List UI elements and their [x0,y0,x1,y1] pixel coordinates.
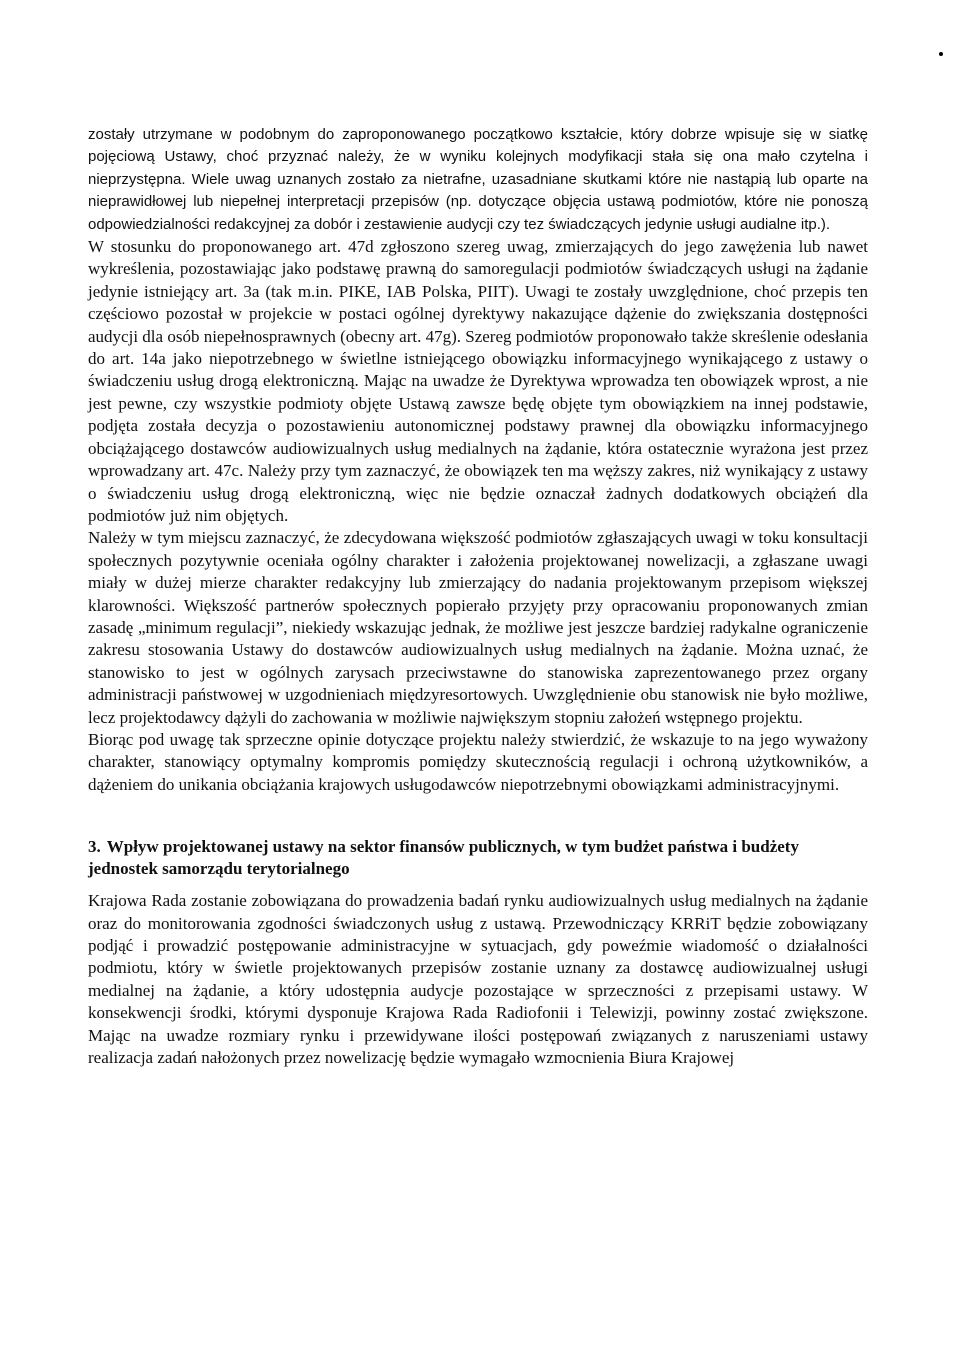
paragraph-consultation-remarks: zostały utrzymane w podobnym do zaproponowanego początkowo kształcie, który dobrze wpisuje się w siatkę pojęciową Ustawy, choć przyznać należy, że w wyniku kolejnych modyfikacji stała się ona mało czytelna i nieprzystępna. Wiele uwag uznanych zostało za nietrafne, uzasadniane skutkami które nie nastąpią lub oparte na nieprawidłowej lub niepełnej interpretacji przepisów (np. dotyczące objęcia ustawą podmiotów, które nie ponoszą odpowiedzialności redakcyjnej za dobór i zestawienie audycji czy tez świadczących jedynie usługi audialne itp.). [88,126,868,233]
document-page [88,124,868,1069]
section-title: Wpływ projektowanej ustawy na sektor finansów publicznych, w tym budżet państwa i budżety jednostek samorządu terytorialnego [88,837,799,879]
paragraph-krrit-budget: Krajowa Rada zostanie zobowiązana do prowadzenia badań rynku audiowizualnych usług medialnych na żądanie oraz do monitorowania zgodności świadczonych usług z ustawą. Przewodniczący KRRiT będzie zobowiązany podjąć i prowadzić postępowanie administracyjne w sytuacjach, gdy poweźmie wiadomość o działalności podmiotu, który w świetle projektowanych przepisów zostanie uznany za dostawcę audiowizualnej usługi medialnej na żądanie, a który udostępnia audycje pozostające w sprzeczności z przepisami ustawy. W konsekwencji środki, którymi dysponuje Krajowa Rada Radiofonii i Telewizji, powinny zostać zwiększone. Mając na uwadze rozmiary rynku i przewidywane ilości postępowań związanych z naruszeniami ustawy realizacja zadań nałożonych przez nowelizację będzie wymagało wzmocnienia Biura Krajowej [88,891,868,1068]
paragraph-social-partners: Należy w tym miejscu zaznaczyć, że zdecydowana większość podmiotów zgłaszających uwagi w toku konsultacji społecznych pozytywnie oceniała ogólny charakter i założenia projektowanej nowelizacji, a zgłaszane uwagi miały w dużej mierze charakter redakcyjny lub zmierzający do nadania projektowanym przepisom większej klarowności. Większość partnerów społecznych popierało przyjęty przy opracowaniu proponowanych zmian zasadę „minimum regulacji”, niekiedy wskazując jednak, że możliwe jest jeszcze bardziej radykalne ograniczenie zakresu stosowania Ustawy do dostawców audiowizualnych usług medialnych na żądanie. Można uznać, że stanowisko to jest w ogólnych zarysach przeciwstawne do stanowiska zaprezentowanego przez organy administracji państwowej w uzgodnieniach międzyresortowych. Uwzględnienie obu stanowisk nie było możliwe, lecz projektodawcy dążyli do zachowania w możliwie największym stopniu założeń wstępnego projektu. [88,528,868,727]
paragraph-art-47d: W stosunku do proponowanego art. 47d zgłoszono szereg uwag, zmierzających do jego zawężenia lub nawet wykreślenia, pozostawiając jako podstawę prawną do samoregulacji podmiotów świadczących usługi na żądanie jedynie istniejący art. 3a (tak m.in. PIKE, IAB Polska, PIIT). Uwagi te zostały uwzględnione, choć przepis ten częściowo pozostał w projekcie w postaci ogólnej dyrektywy nakazujące dążenie do zwiększania dostępności audycji dla osób niepełnosprawnych (obecny art. 47g). Szereg podmiotów proponowało także skreślenie odesłania do art. 14a jako niepotrzebnego w świetlne istniejącego obowiązku informacyjnego wynikającego z ustawy o świadczeniu usług drogą elektroniczną. Mając na uwadze że Dyrektywa wprowadza ten obowiązek wprost, a nie jest pewne, czy wszystkie podmioty objęte Ustawą zawsze będę objęte tym obowiązkiem na innej podstawie, podjęta została decyzja o pozostawieniu autonomicznej podstawy prawnej dla obowiązku informacyjnego obciążającego dostawców audiowizualnych usług medialnych na żądanie, która ostatecznie wyrażona jest przez wprowadzany art. 47c. Należy przy tym zaznaczyć, że obowiązek ten ma węższy zakres, niż wynikający z ustawy o świadczeniu usług drogą elektroniczną, więc nie będzie oznaczał żadnych dodatkowych obciążeń dla podmiotów już nim objętych. [88,237,868,525]
section-number: 3. [88,837,101,857]
section-heading [88,836,868,880]
paragraph-compromise: Biorąc pod uwagę tak sprzeczne opinie dotyczące projektu należy stwierdzić, że wskazuje to na jego wyważony charakter, stanowiący optymalny kompromis pomiędzy skutecznością regulacji i ochroną użytkowników, a dążeniem do unikania obciążania krajowych usługodawców niepotrzebnymi obowiązkami administracyjnymi. [88,729,868,794]
scan-dot-mark [939,52,943,56]
